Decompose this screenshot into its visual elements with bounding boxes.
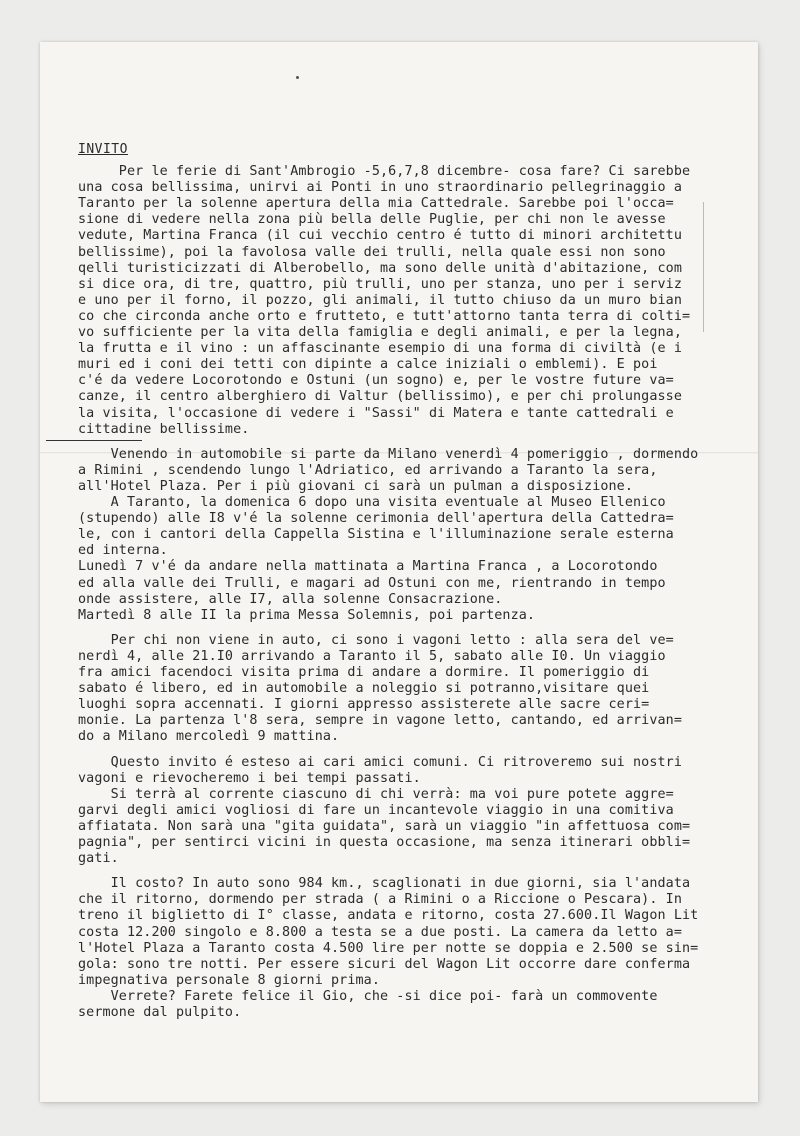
text-line: vagoni e rievocheremo i bei tempi passati. (78, 770, 421, 786)
paper-mark (296, 76, 299, 79)
text-line: nerdì 4, alle 21.I0 arrivando a Taranto il 5, sabato alle I0. Un viaggio (78, 648, 666, 664)
text-line: qelli turisticizzati di Alberobello, ma sono delle unità d'abitazione, com (78, 260, 682, 276)
text-line: onde assistere, alle I7, alla solenne Consacrazione. (78, 591, 503, 607)
text-line: a Rimini , scendendo lungo l'Adriatico, ed arrivando a Taranto la sera, (78, 462, 658, 478)
text-line: Venendo in automobile si parte da Milano venerdì 4 pomeriggio , dormendo (78, 446, 699, 462)
document-title: INVITO (78, 142, 128, 157)
text-line: ed alla valle dei Trulli, e magari ad Ostuni con me, rientrando in tempo (78, 575, 666, 591)
text-line: (stupendo) alle I8 v'é la solenne cerimonia dell'apertura della Cattedra= (78, 511, 674, 527)
text-line: pagnia", per sentirci vicini in questa occasione, ma senza itinerari obbli= (78, 835, 691, 850)
text-line: A Taranto, la domenica 6 dopo una visita eventuale al Museo Ellenico (78, 495, 666, 510)
text-line: gola: sono tre notti. Per essere sicuri del Wagon Lit occorre dare conferma (78, 956, 691, 972)
text-line: luoghi sopra accennati. I giorni appresso assisterete alle sacre ceri= (78, 697, 650, 713)
text-line: muri ed i coni dei tetti con dipinte a calce iniziali o emblemi). E poi (78, 357, 658, 373)
text-line: vedute, Martina Franca (il cui vecchio centro é tutto di minori architettu (78, 228, 682, 244)
text-line: Per chi non viene in auto, ci sono i vagoni letto : alla sera del ve= (78, 632, 674, 648)
text-line: Martedì 8 alle II la prima Messa Solemnis, poi partenza. (78, 607, 536, 623)
text-line: monie. La partenza l'8 sera, sempre in vagone letto, cantando, ed arrivan= (78, 713, 682, 729)
text-line: co che circonda anche orto e frutteto, e tutt'attorno tanta terra di colti= (78, 308, 691, 324)
text-line: Questo invito é esteso ai cari amici comuni. Ci ritroveremo sui nostri (78, 754, 682, 770)
text-line: treno il biglietto di I° classe, andata e ritorno, costa 27.600.Il Wagon Lit (78, 908, 699, 924)
text-line: impegnativa personale 8 giorni prima. (78, 972, 380, 988)
text-line: Il costo? In auto sono 984 km., scaglionati in due giorni, sia l'andata (78, 876, 691, 892)
section-rule (46, 440, 142, 441)
letter-sheet (40, 42, 758, 1102)
text-line: canze, il centro alberghiero di Valtur (bellissimo), e per chi prolungasse (78, 389, 682, 405)
text-line: affiatata. Non sarà una "gita guidata", sarà un viaggio "in affettuosa com= (78, 818, 691, 834)
text-line: l'Hotel Plaza a Taranto costa 4.500 lire per notte se doppia e 2.500 se sin= (78, 940, 699, 956)
text-line: Verrete? Farete felice il Gio, che -si dice poi- farà un commovente (78, 988, 658, 1004)
text-line: Si terrà al corrente ciascuno di chi verrà: ma voi pure potete aggre= (78, 786, 674, 802)
text-line: vo sufficiente per la vita della famiglia e degli animali, e per la legna, (78, 325, 682, 340)
text-line: si dice ora, di tre, quattro, più trulli, uno per stanza, uno per i serviz (78, 276, 682, 292)
text-line: e uno per il forno, il pozzo, gli animali, il tutto chiuso da un muro bian (78, 292, 682, 308)
text-line: garvi degli amici vogliosi di fare un incantevole viaggio in una comitiva (78, 802, 674, 818)
text-line: bellissime), poi la favolosa valle dei trulli, nella quale essi non sono (78, 244, 666, 260)
text-line: fra amici facendoci visita prima di andare a dormire. Il pomeriggio di (78, 665, 650, 680)
text-line: Lunedì 7 v'é da andare nella mattinata a Martina Franca , a Locorotondo (78, 559, 658, 575)
text-line: gati. (78, 851, 119, 867)
text-line: costa 12.200 singolo e 8.800 a testa se a due posti. La camera da letto a= (78, 924, 682, 940)
text-line: una cosa bellissima, unirvi ai Ponti in uno straordinario pellegrinaggio a (78, 180, 682, 196)
margin-mark (703, 202, 704, 332)
text-line: la frutta e il vino : un affascinante esempio di una forma di civiltà (e i (78, 341, 682, 357)
text-line: Taranto per la solenne apertura della mia Cattedrale. Sarebbe poi l'occa= (78, 196, 674, 212)
text-line: sermone dal pulpito. (78, 1005, 242, 1020)
text-line: la visita, l'occasione di vedere i "Sassi" di Matera e tante cattedrali e (78, 405, 674, 421)
text-line: sione di vedere nella zona più bella delle Puglie, per chi non le avesse (78, 212, 666, 228)
text-line: sabato é libero, ed in automobile a noleggio si potranno,visitare quei (78, 681, 650, 697)
text-line: all'Hotel Plaza. Per i più giovani ci sarà un pulman a disposizione. (78, 478, 634, 494)
text-line: Per le ferie di Sant'Ambrogio -5,6,7,8 dicembre- cosa fare? Ci sarebbe (78, 164, 691, 179)
text-line: do a Milano mercoledì 9 mattina. (78, 729, 340, 745)
text-line: le, con i cantori della Cappella Sistina e l'illuminazione serale esterna (78, 527, 674, 543)
text-line: cittadine bellissime. (78, 421, 250, 437)
text-line: c'é da vedere Locorotondo e Ostuni (un sogno) e, per le vostre future va= (78, 373, 674, 389)
text-line: che il ritorno, dormendo per strada ( a Rimini o a Riccione o Pescara). In (78, 892, 682, 908)
text-line: ed interna. (78, 543, 168, 559)
